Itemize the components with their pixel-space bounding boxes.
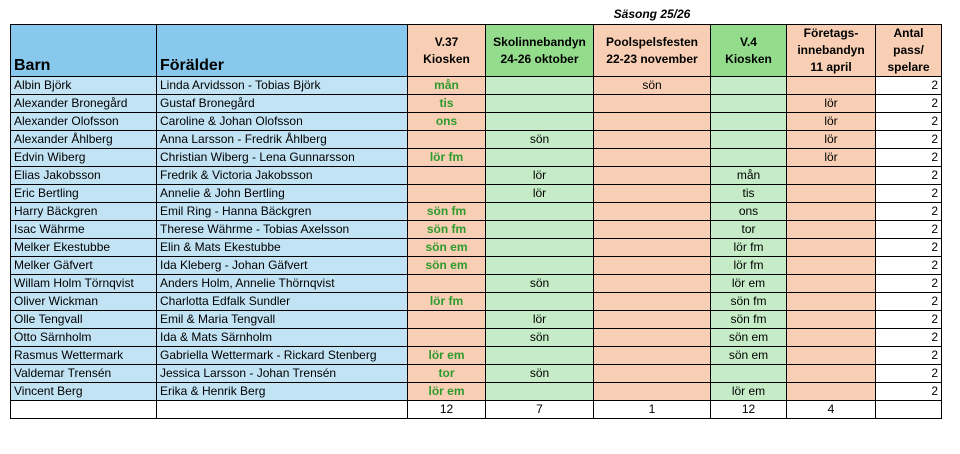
v4-cell[interactable] <box>711 95 787 113</box>
header-foretags <box>787 25 876 77</box>
antal-cell[interactable]: 2 <box>876 113 942 131</box>
foretags-cell[interactable] <box>787 239 876 257</box>
foralder-cell[interactable]: Christian Wiberg - Lena Gunnarsson <box>157 149 408 167</box>
v37-cell[interactable] <box>408 275 486 293</box>
table-row <box>11 275 942 293</box>
barn-cell[interactable]: Melker Ekestubbe <box>11 239 157 257</box>
poolspelsfesten-cell[interactable] <box>594 275 711 293</box>
season-label: Säsong 25/26 <box>613 7 691 21</box>
header-v4-line2: Kiosken <box>725 51 772 66</box>
poolspelsfesten-cell[interactable] <box>594 185 711 203</box>
skolinnebandyn-cell[interactable] <box>486 149 594 167</box>
foralder-cell[interactable]: Caroline & Johan Olofsson <box>157 113 408 131</box>
antal-cell[interactable]: 2 <box>876 131 942 149</box>
header-antal-line3: spelare <box>887 60 930 74</box>
total-skol-cell[interactable]: 7 <box>486 401 594 419</box>
foralder-cell[interactable]: Emil & Maria Tengvall <box>157 311 408 329</box>
table-row <box>11 329 942 347</box>
skolinnebandyn-cell[interactable]: lör <box>486 185 594 203</box>
skolinnebandyn-cell[interactable] <box>486 77 594 95</box>
header-poolspelsfesten <box>594 25 711 77</box>
v4-cell[interactable]: tis <box>711 185 787 203</box>
table-row <box>11 149 942 167</box>
table-row <box>11 95 942 113</box>
foretags-cell[interactable] <box>787 221 876 239</box>
foralder-cell[interactable]: Ida Kleberg - Johan Gäfvert <box>157 257 408 275</box>
table-row <box>11 365 942 383</box>
foralder-cell[interactable]: Therese Währme - Tobias Axelsson <box>157 221 408 239</box>
poolspelsfesten-cell[interactable] <box>594 167 711 185</box>
skolinnebandyn-cell[interactable] <box>486 383 594 401</box>
v4-cell[interactable]: lör em <box>711 275 787 293</box>
barn-cell[interactable]: Edvin Wiberg <box>11 149 157 167</box>
foralder-cell[interactable]: Annelie & John Bertling <box>157 185 408 203</box>
table-row <box>11 383 942 401</box>
v37-cell[interactable]: lör fm <box>408 149 486 167</box>
barn-cell[interactable]: Oliver Wickman <box>11 293 157 311</box>
foralder-cell[interactable]: Elin & Mats Ekestubbe <box>157 239 408 257</box>
header-foretags-line3: 11 april <box>810 60 852 74</box>
poolspelsfesten-cell[interactable] <box>594 113 711 131</box>
barn-cell[interactable]: Albin Björk <box>11 77 157 95</box>
v37-cell[interactable] <box>408 131 486 149</box>
v37-cell[interactable] <box>408 311 486 329</box>
antal-cell[interactable]: 2 <box>876 77 942 95</box>
header-antal <box>876 25 942 77</box>
barn-cell[interactable]: Isac Währme <box>11 221 157 239</box>
poolspelsfesten-cell[interactable] <box>594 203 711 221</box>
table-row <box>11 203 942 221</box>
skolinnebandyn-cell[interactable] <box>486 113 594 131</box>
total-barn-cell[interactable] <box>11 401 157 419</box>
schedule-table <box>10 24 942 419</box>
table-row <box>11 185 942 203</box>
header-row <box>11 25 942 77</box>
header-v37-line2: Kiosken <box>423 51 470 66</box>
skolinnebandyn-cell[interactable] <box>486 257 594 275</box>
poolspelsfesten-cell[interactable] <box>594 239 711 257</box>
foralder-cell[interactable]: Linda Arvidsson - Tobias Björk <box>157 77 408 95</box>
skolinnebandyn-cell[interactable] <box>486 95 594 113</box>
foralder-cell[interactable]: Emil Ring - Hanna Bäckgren <box>157 203 408 221</box>
antal-cell[interactable]: 2 <box>876 221 942 239</box>
total-v4-cell[interactable]: 12 <box>711 401 787 419</box>
barn-cell[interactable]: Valdemar Trensén <box>11 365 157 383</box>
skolinnebandyn-cell[interactable]: lör <box>486 311 594 329</box>
skolinnebandyn-cell[interactable]: sön <box>486 329 594 347</box>
skolinnebandyn-cell[interactable] <box>486 239 594 257</box>
barn-cell[interactable]: Elias Jakobsson <box>11 167 157 185</box>
poolspelsfesten-cell[interactable] <box>594 383 711 401</box>
antal-cell[interactable]: 2 <box>876 185 942 203</box>
v37-cell[interactable] <box>408 167 486 185</box>
v37-cell[interactable]: sön em <box>408 239 486 257</box>
header-barn: Barn <box>11 25 157 77</box>
foretags-cell[interactable] <box>787 275 876 293</box>
foretags-cell[interactable] <box>787 203 876 221</box>
skolinnebandyn-cell[interactable]: lör <box>486 167 594 185</box>
poolspelsfesten-cell[interactable] <box>594 329 711 347</box>
antal-cell[interactable]: 2 <box>876 365 942 383</box>
totals-row <box>11 401 942 419</box>
v37-cell[interactable]: lör fm <box>408 293 486 311</box>
header-antal-line1: Antal <box>893 26 924 40</box>
foretags-cell[interactable] <box>787 383 876 401</box>
foretags-cell[interactable] <box>787 257 876 275</box>
foretags-cell[interactable] <box>787 293 876 311</box>
total-v37-cell[interactable]: 12 <box>408 401 486 419</box>
table-row <box>11 131 942 149</box>
barn-cell[interactable]: Willam Holm Törnqvist <box>11 275 157 293</box>
foralder-cell[interactable]: Gustaf Bronegård <box>157 95 408 113</box>
antal-cell[interactable]: 2 <box>876 329 942 347</box>
foretags-cell[interactable]: lör <box>787 113 876 131</box>
v4-cell[interactable]: mån <box>711 167 787 185</box>
antal-cell[interactable]: 2 <box>876 239 942 257</box>
antal-cell[interactable]: 2 <box>876 257 942 275</box>
header-skolinnebandyn-line2: 24-26 oktober <box>500 51 579 66</box>
foralder-cell[interactable]: Charlotta Edfalk Sundler <box>157 293 408 311</box>
foralder-cell[interactable]: Fredrik & Victoria Jakobsson <box>157 167 408 185</box>
foretags-cell[interactable]: lör <box>787 131 876 149</box>
v37-cell[interactable]: tor <box>408 365 486 383</box>
antal-cell[interactable]: 2 <box>876 95 942 113</box>
skolinnebandyn-cell[interactable]: sön <box>486 275 594 293</box>
v4-cell[interactable] <box>711 365 787 383</box>
v4-cell[interactable]: ons <box>711 203 787 221</box>
foralder-cell[interactable]: Erika & Henrik Berg <box>157 383 408 401</box>
barn-cell[interactable]: Harry Bäckgren <box>11 203 157 221</box>
table-row <box>11 347 942 365</box>
skolinnebandyn-cell[interactable]: sön <box>486 365 594 383</box>
v37-cell[interactable] <box>408 185 486 203</box>
header-poolspelsfesten-line1: Poolspelsfesten <box>605 34 699 49</box>
poolspelsfesten-cell[interactable] <box>594 221 711 239</box>
v4-cell[interactable] <box>711 131 787 149</box>
poolspelsfesten-cell[interactable]: sön <box>594 77 711 95</box>
v37-cell[interactable]: ons <box>408 113 486 131</box>
foretags-cell[interactable]: lör <box>787 149 876 167</box>
foretags-cell[interactable]: lör <box>787 95 876 113</box>
v37-cell[interactable]: sön em <box>408 257 486 275</box>
table-row <box>11 311 942 329</box>
header-v37-line1: V.37 <box>434 34 459 49</box>
barn-cell[interactable]: Alexander Åhlberg <box>11 131 157 149</box>
header-poolspelsfesten-line2: 22-23 november <box>606 51 698 66</box>
v4-cell[interactable]: sön fm <box>711 293 787 311</box>
table-row <box>11 113 942 131</box>
foretags-cell[interactable] <box>787 77 876 95</box>
v4-cell[interactable]: sön em <box>711 329 787 347</box>
foralder-cell[interactable]: Gabriella Wettermark - Rickard Stenberg <box>157 347 408 365</box>
table-row <box>11 257 942 275</box>
header-foretags-line2: innebandyn <box>797 43 865 57</box>
poolspelsfesten-cell[interactable] <box>594 131 711 149</box>
barn-cell[interactable]: Olle Tengvall <box>11 311 157 329</box>
v37-cell[interactable] <box>408 329 486 347</box>
poolspelsfesten-cell[interactable] <box>594 293 711 311</box>
poolspelsfesten-cell[interactable] <box>594 365 711 383</box>
total-foretags-cell[interactable]: 4 <box>787 401 876 419</box>
header-antal-line2: pass/ <box>893 43 924 57</box>
table-row <box>11 167 942 185</box>
foretags-cell[interactable] <box>787 185 876 203</box>
v4-cell[interactable]: lör fm <box>711 257 787 275</box>
v4-cell[interactable] <box>711 149 787 167</box>
total-pool-cell[interactable]: 1 <box>594 401 711 419</box>
poolspelsfesten-cell[interactable] <box>594 95 711 113</box>
table-body <box>11 77 942 419</box>
total-foralder-cell[interactable] <box>157 401 408 419</box>
foretags-cell[interactable] <box>787 167 876 185</box>
v4-cell[interactable]: tor <box>711 221 787 239</box>
v37-cell[interactable]: mån <box>408 77 486 95</box>
skolinnebandyn-cell[interactable] <box>486 221 594 239</box>
antal-cell[interactable]: 2 <box>876 275 942 293</box>
total-antal-cell[interactable] <box>876 401 942 419</box>
v37-cell[interactable]: sön fm <box>408 203 486 221</box>
foretags-cell[interactable] <box>787 311 876 329</box>
header-v4 <box>711 25 787 77</box>
header-skolinnebandyn <box>486 25 594 77</box>
v37-cell[interactable]: tis <box>408 95 486 113</box>
table-row <box>11 293 942 311</box>
barn-cell[interactable]: Otto Särnholm <box>11 329 157 347</box>
antal-cell[interactable]: 2 <box>876 293 942 311</box>
skolinnebandyn-cell[interactable] <box>486 347 594 365</box>
barn-cell[interactable]: Vincent Berg <box>11 383 157 401</box>
barn-cell[interactable]: Rasmus Wettermark <box>11 347 157 365</box>
foralder-cell[interactable]: Jessica Larsson - Johan Trensén <box>157 365 408 383</box>
antal-cell[interactable]: 2 <box>876 167 942 185</box>
barn-cell[interactable]: Alexander Olofsson <box>11 113 157 131</box>
v37-cell[interactable]: lör em <box>408 347 486 365</box>
v37-cell[interactable]: sön fm <box>408 221 486 239</box>
barn-cell[interactable]: Alexander Bronegård <box>11 95 157 113</box>
header-skolinnebandyn-line1: Skolinnebandyn <box>493 34 586 49</box>
table-row <box>11 221 942 239</box>
v4-cell[interactable]: sön em <box>711 347 787 365</box>
v37-cell[interactable]: lör em <box>408 383 486 401</box>
poolspelsfesten-cell[interactable] <box>594 347 711 365</box>
table-row <box>11 77 942 95</box>
table-row <box>11 239 942 257</box>
antal-cell[interactable]: 2 <box>876 149 942 167</box>
foretags-cell[interactable] <box>787 365 876 383</box>
antal-cell[interactable]: 2 <box>876 203 942 221</box>
barn-cell[interactable]: Eric Bertling <box>11 185 157 203</box>
header-foretags-line1: Företags- <box>803 26 859 40</box>
v4-cell[interactable]: lör em <box>711 383 787 401</box>
poolspelsfesten-cell[interactable] <box>594 311 711 329</box>
v4-cell[interactable] <box>711 77 787 95</box>
header-v37 <box>408 25 486 77</box>
foralder-cell[interactable]: Anders Holm, Annelie Thörnqvist <box>157 275 408 293</box>
foralder-cell[interactable]: Anna Larsson - Fredrik Åhlberg <box>157 131 408 149</box>
v4-cell[interactable] <box>711 113 787 131</box>
skolinnebandyn-cell[interactable] <box>486 293 594 311</box>
header-v4-line1: V.4 <box>740 34 757 49</box>
poolspelsfesten-cell[interactable] <box>594 257 711 275</box>
poolspelsfesten-cell[interactable] <box>594 149 711 167</box>
header-foralder: Förälder <box>157 25 408 77</box>
v4-cell[interactable]: sön fm <box>711 311 787 329</box>
skolinnebandyn-cell[interactable]: sön <box>486 131 594 149</box>
antal-cell[interactable]: 2 <box>876 347 942 365</box>
foretags-cell[interactable] <box>787 329 876 347</box>
barn-cell[interactable]: Melker Gäfvert <box>11 257 157 275</box>
antal-cell[interactable]: 2 <box>876 383 942 401</box>
skolinnebandyn-cell[interactable] <box>486 203 594 221</box>
foretags-cell[interactable] <box>787 347 876 365</box>
antal-cell[interactable]: 2 <box>876 311 942 329</box>
foralder-cell[interactable]: Ida & Mats Särnholm <box>157 329 408 347</box>
v4-cell[interactable]: lör fm <box>711 239 787 257</box>
